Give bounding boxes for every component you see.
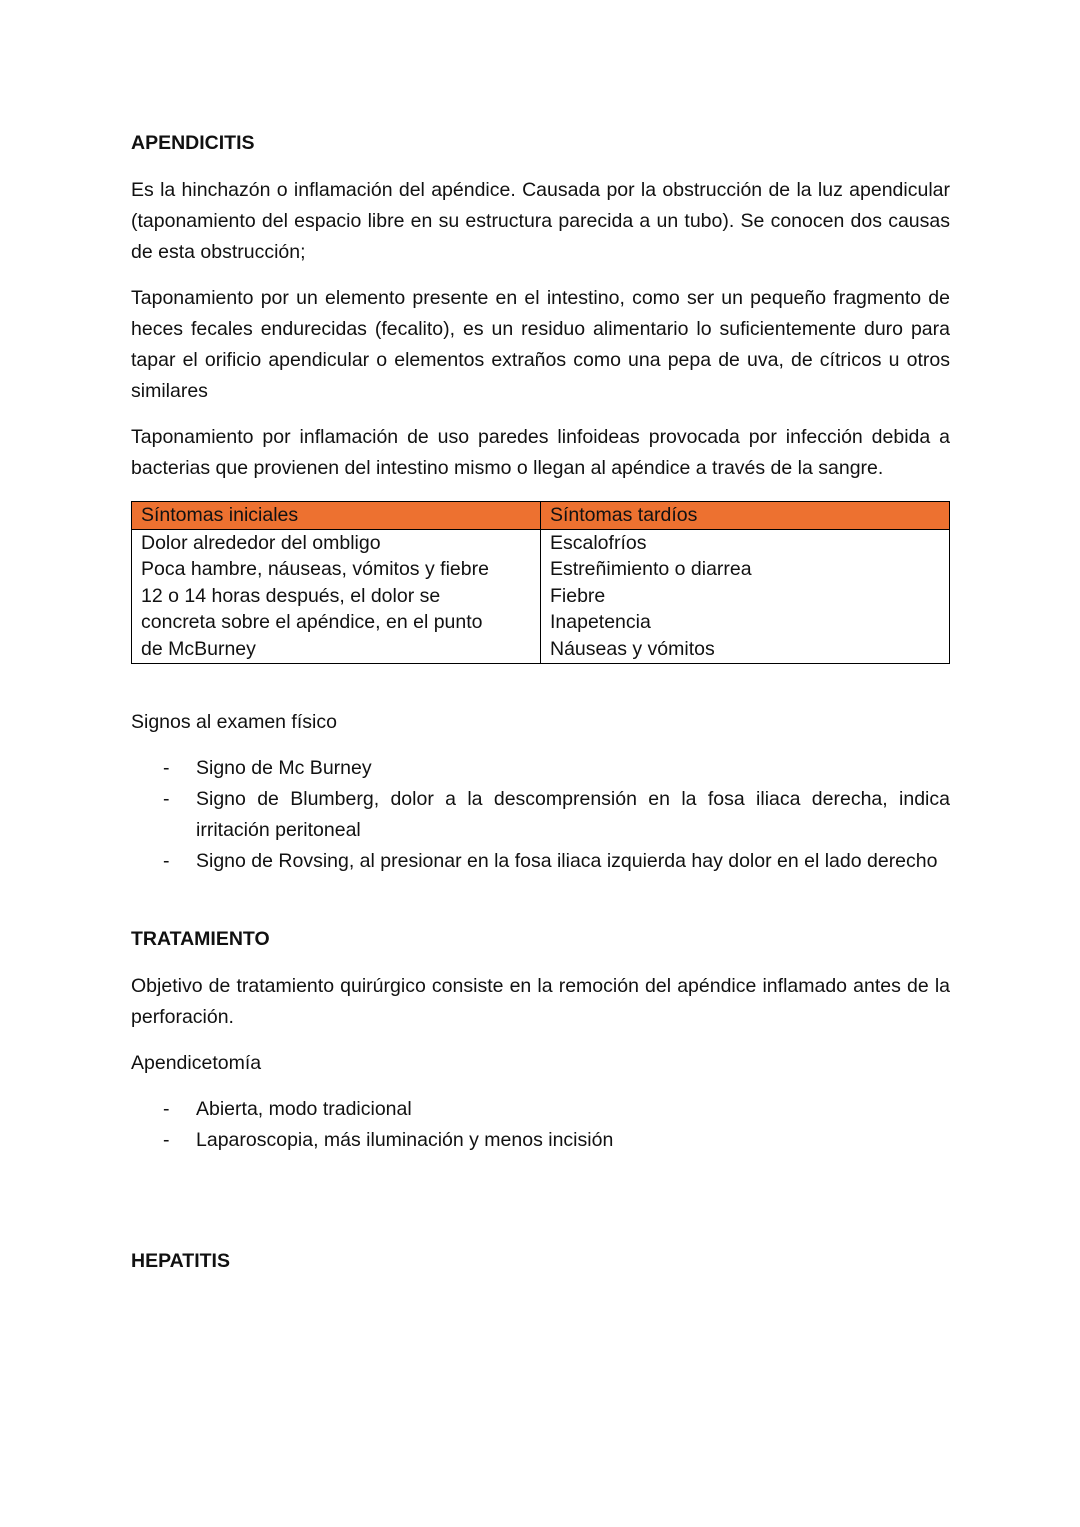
treatment-list (131, 1094, 950, 1156)
hepatitis-title: HEPATITIS (131, 1249, 230, 1272)
dash-bullet: - (163, 1128, 170, 1151)
late-symptom: Escalofríos (550, 531, 647, 554)
list-item: - Signo de Blumberg, dolor a la descomprensión en la fosa iliaca derecha, indica irritación peritoneal (131, 784, 950, 846)
appendicitis-title: APENDICITIS (131, 132, 255, 154)
symptoms-table-row (132, 529, 950, 663)
dash-bullet: - (163, 787, 170, 810)
dash-bullet: - (163, 1097, 170, 1120)
initial-symptom: de McBurney (141, 637, 256, 660)
symptoms-table-header-row (132, 502, 950, 530)
list-item: - Signo de Rovsing, al presionar en la fosa iliaca izquierda hay dolor en el lado derecho (131, 846, 950, 877)
list-item: - Signo de Mc Burney (131, 753, 950, 784)
document-page (131, 126, 950, 1278)
list-item: - Abierta, modo tradicional (131, 1094, 950, 1125)
appendicitis-paragraph-3: Taponamiento por inflamación de uso paredes linfoideas provocada por infección debida a bacterias que provienen del intestino mismo o llegan al apéndice a través de la sangre. (131, 426, 950, 479)
dash-bullet: - (163, 756, 170, 779)
initial-symptom: Dolor alrededor del ombligo (141, 531, 381, 554)
physical-signs-list (131, 753, 950, 877)
physical-signs-title: Signos al examen físico (131, 710, 337, 733)
initial-symptoms-cell (132, 529, 541, 663)
appendicitis-paragraph-1: Es la hinchazón o inflamación del apéndice. Causada por la obstrucción de la luz apendicular (taponamiento del espacio libre en su estructura parecida a un tubo). Se conocen dos causas de esta obstrucción; (131, 179, 950, 263)
late-symptom: Fiebre (550, 584, 606, 607)
initial-symptom: Poca hambre, náuseas, vómitos y fiebre (141, 558, 489, 581)
late-symptom: Inapetencia (550, 611, 651, 634)
initial-symptom: concreta sobre el apéndice, en el punto (141, 611, 483, 634)
header-initial-symptoms: Síntomas iniciales (132, 502, 541, 530)
treatment-subtitle: Apendicetomía (131, 1051, 262, 1074)
list-item: - Laparoscopia, más iluminación y menos incisión (131, 1125, 950, 1156)
late-symptoms-cell (541, 529, 950, 663)
late-symptom: Náuseas y vómitos (550, 637, 715, 660)
late-symptom: Estreñimiento o diarrea (550, 558, 752, 581)
treatment-title: TRATAMIENTO (131, 927, 270, 950)
treatment-paragraph: Objetivo de tratamiento quirúrgico consiste en la remoción del apéndice inflamado antes de la perforación. (131, 974, 950, 1028)
initial-symptom: 12 o 14 horas después, el dolor se (141, 584, 441, 607)
dash-bullet: - (163, 849, 170, 872)
header-late-symptoms: Síntomas tardíos (541, 502, 950, 530)
appendicitis-paragraph-2: Taponamiento por un elemento presente en el intestino, como ser un pequeño fragmento de heces fecales endurecidas (fecalito), es un residuo alimentario lo suficientemente duro para tapar el orificio apendicular o elementos extraños como una pepa de uva, de cítricos u otros similares (131, 287, 950, 402)
symptoms-table (131, 501, 950, 664)
